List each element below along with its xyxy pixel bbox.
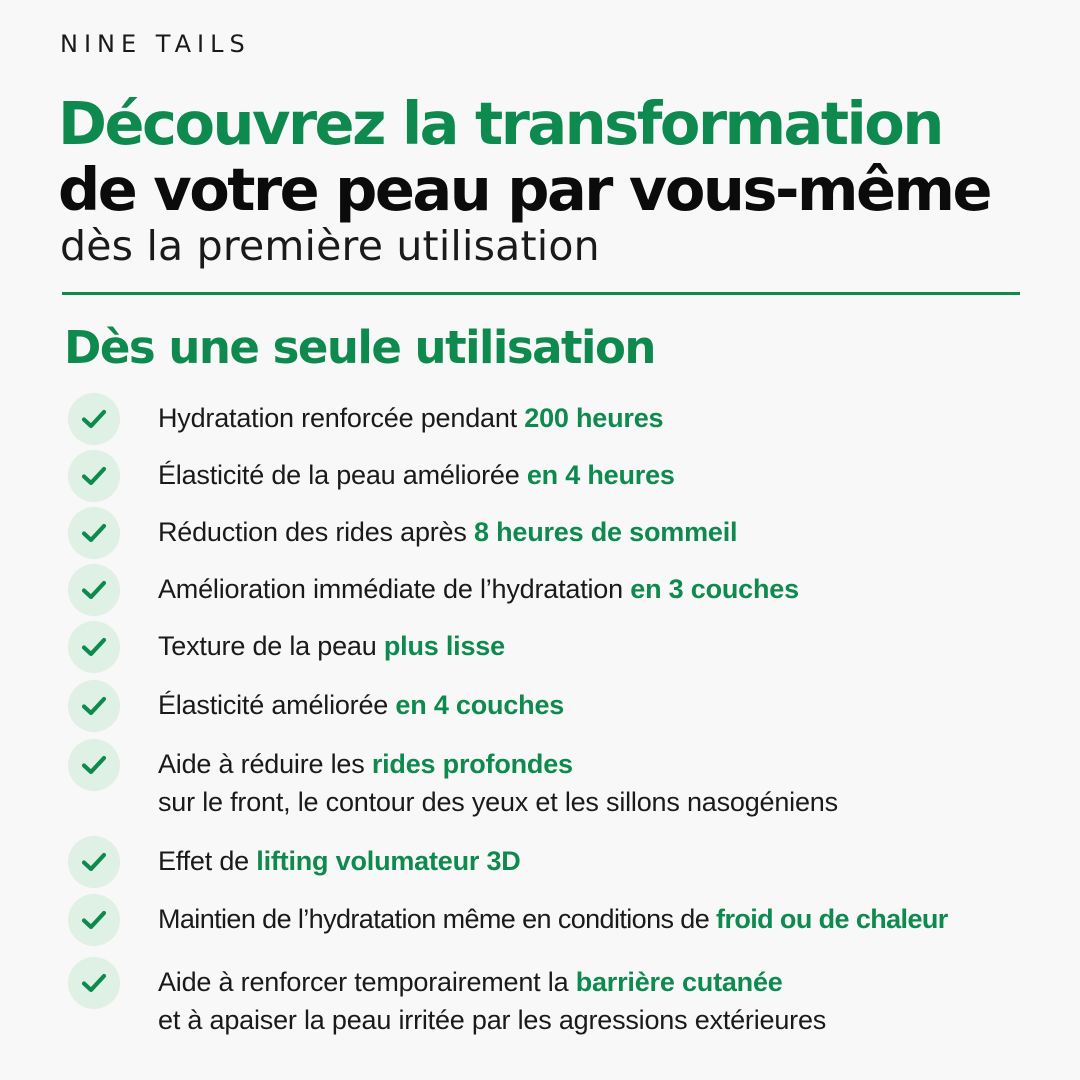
headline-line-2: de votre peau par vous-même bbox=[58, 155, 991, 224]
section-title: Dès une seule utilisation bbox=[64, 321, 655, 374]
benefit-text bbox=[158, 399, 663, 437]
check-icon bbox=[68, 507, 120, 559]
check-icon bbox=[68, 621, 120, 673]
benefit-highlight: froid ou de chaleur bbox=[716, 904, 948, 934]
check-icon bbox=[68, 393, 120, 445]
benefit-text bbox=[158, 745, 838, 821]
benefit-highlight: en 3 couches bbox=[630, 574, 799, 604]
benefit-text bbox=[158, 570, 799, 608]
benefit-text bbox=[158, 627, 505, 665]
benefit-text-plain: Aide à renforcer temporairement la bbox=[158, 967, 576, 997]
benefit-text-plain: Élasticité de la peau améliorée bbox=[158, 460, 527, 490]
benefit-text-line2: et à apaiser la peau irritée par les agressions extérieures bbox=[158, 1005, 827, 1035]
check-icon bbox=[68, 739, 120, 791]
benefit-text-plain: Maintien de l’hydratation même en conditions de bbox=[158, 904, 717, 934]
benefit-text bbox=[158, 842, 521, 880]
benefit-text bbox=[158, 900, 948, 938]
benefit-highlight: barrière cutanée bbox=[575, 967, 783, 997]
benefit-text-plain: Texture de la peau bbox=[158, 631, 384, 661]
headline-subline: dès la première utilisation bbox=[60, 222, 600, 270]
benefit-text-plain: Élasticité améliorée bbox=[158, 690, 396, 720]
benefit-text bbox=[158, 513, 737, 551]
check-icon bbox=[68, 957, 120, 1009]
headline-line-1: Découvrez la transformation bbox=[58, 89, 942, 158]
benefit-text-plain: Effet de bbox=[158, 846, 257, 876]
benefit-text bbox=[158, 456, 675, 494]
benefit-highlight: 8 heures de sommeil bbox=[473, 517, 738, 547]
benefit-highlight: 200 heures bbox=[524, 403, 664, 433]
check-icon bbox=[68, 894, 120, 946]
benefit-text bbox=[158, 963, 826, 1039]
benefit-highlight: en 4 couches bbox=[395, 690, 565, 720]
check-icon bbox=[68, 836, 120, 888]
benefit-highlight: en 4 heures bbox=[526, 460, 675, 490]
check-icon bbox=[68, 680, 120, 732]
benefit-text-plain: Hydratation renforcée pendant bbox=[158, 403, 525, 433]
benefit-text-plain: Aide à réduire les bbox=[158, 749, 372, 779]
benefit-highlight: lifting volumateur 3D bbox=[256, 846, 521, 876]
benefit-text-plain: Réduction des rides après bbox=[158, 517, 474, 547]
benefit-text bbox=[158, 686, 564, 724]
check-icon bbox=[68, 564, 120, 616]
benefit-text-line2: sur le front, le contour des yeux et les sillons nasogéniens bbox=[158, 787, 838, 817]
brand-logo-text: NINE TAILS bbox=[60, 30, 251, 58]
check-icon bbox=[68, 450, 120, 502]
benefit-highlight: plus lisse bbox=[383, 631, 505, 661]
benefit-text-plain: Amélioration immédiate de l’hydratation bbox=[158, 574, 631, 604]
section-divider bbox=[62, 292, 1020, 295]
benefit-highlight: rides profondes bbox=[371, 749, 573, 779]
